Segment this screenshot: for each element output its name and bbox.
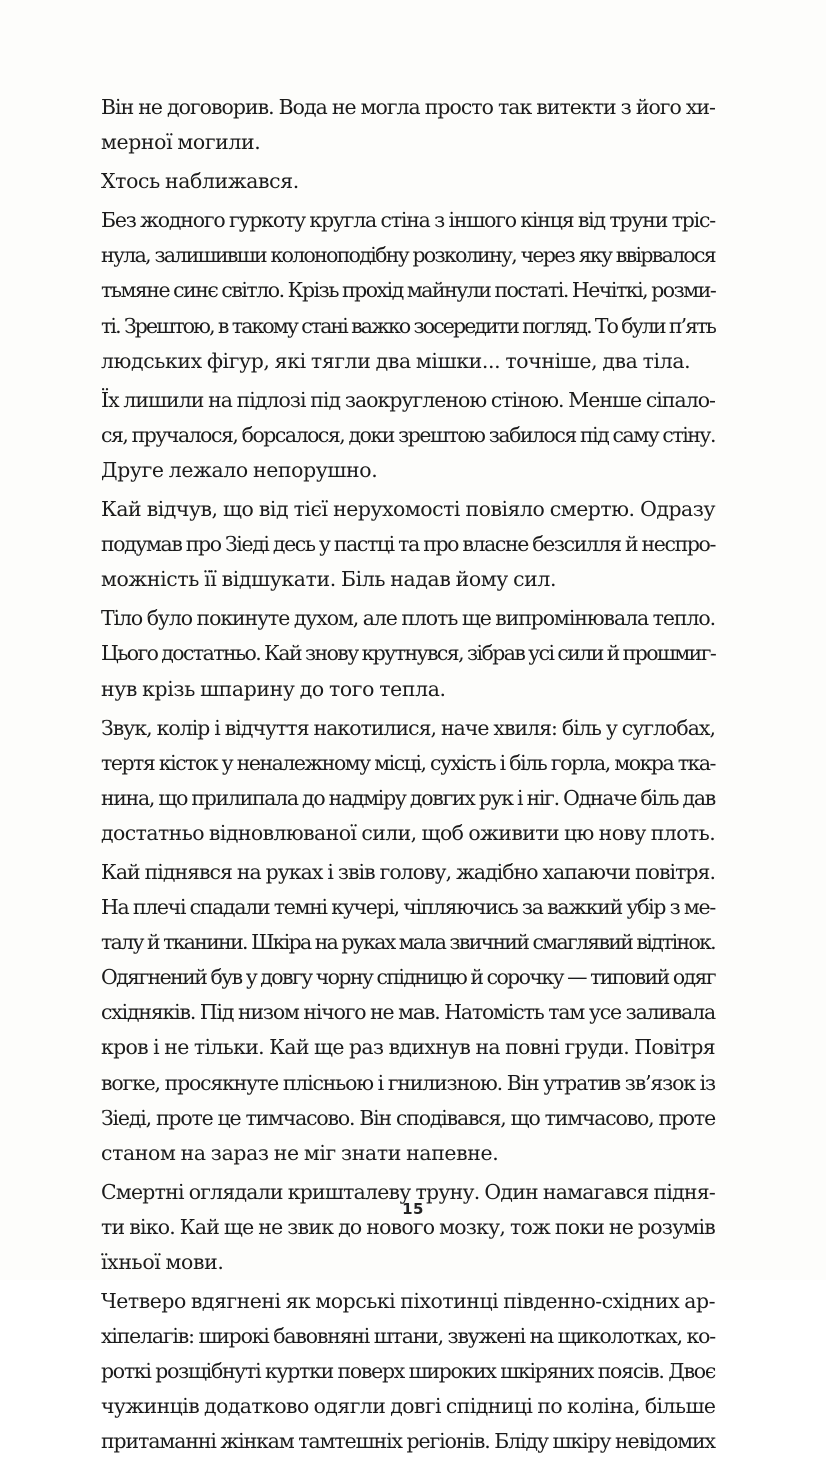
text-line: Зіеді, проте це тимчасово. Він сподівався, що тимчасово, проте <box>101 1105 715 1130</box>
paragraph <box>101 711 715 851</box>
text-line: Тіло було покинуте духом, але плоть ще випромінювала тепло. <box>101 606 715 631</box>
text-line: притаманні жінкам тамтешніх регіонів. Бліду шкіру невідомих <box>101 1429 715 1454</box>
paragraph <box>101 601 715 706</box>
text-line: ти віко. Кай ще не звик до нового мозку, тож поки не розумів <box>101 1214 715 1239</box>
text-line: чужинців додатково одягли довгі спідниці по коліна, більше <box>101 1394 716 1419</box>
text-line: нув крізь шпарину до того тепла. <box>101 676 446 701</box>
body-text <box>101 90 715 1464</box>
text-line: достатньо відновлюваної сили, щоб оживити цю нову плоть. <box>101 820 716 845</box>
text-line: Звук, колір і відчуття накотилися, наче хвиля: біль у суглобах, <box>101 715 715 740</box>
text-line: Кай відчув, що від тієї нерухомості повіяло смертю. Одразу <box>101 497 715 522</box>
text-line: кров і не тільки. Кай ще раз вдихнув на повні груди. Повітря <box>101 1035 715 1060</box>
text-line: тьмяне синє світло. Крізь прохід майнули постаті. Нечіткі, розми- <box>101 278 716 303</box>
text-line: східняків. Під низом нічого не мав. Натомість там усе заливала <box>101 1000 715 1025</box>
paragraph <box>101 1175 715 1280</box>
text-line: Без жодного гуркоту кругла стіна з іншого кінця від труни тріс- <box>101 208 715 233</box>
paragraph <box>101 855 715 1171</box>
text-line: ті. Зрештою, в такому стані важко зосередити погляд. То були п’ять <box>101 313 715 338</box>
text-line: нина, що прилипала до надміру довгих рук і ніг. Одначе біль дав <box>101 785 715 810</box>
paragraph <box>101 383 715 488</box>
text-line: Хтось наближався. <box>101 169 299 194</box>
text-line: Цього достатньо. Кай знову крутнувся, зібрав усі сили й прошмиг- <box>101 641 716 666</box>
text-line: Смертні оглядали кришталеву труну. Один намагався підня- <box>101 1179 715 1204</box>
text-line: Кай піднявся на руках і звів голову, жадібно хапаючи повітря. <box>101 859 715 884</box>
text-line: Одягнений був у довгу чорну спідницю й сорочку — типовий одяг <box>101 965 715 990</box>
text-line: станом на зараз не міг знати напевне. <box>101 1140 499 1165</box>
paragraph <box>101 164 715 199</box>
text-line: хіпелагів: широкі бавовняні штани, звужені на щиколотках, ко- <box>101 1324 715 1349</box>
text-line: їхньої мови. <box>101 1250 224 1274</box>
text-line: вогке, просякнуте плісньою і гнилизною. Він утратив зв’язок із <box>101 1070 715 1095</box>
text-line: Друге лежало непорушно. <box>101 457 378 482</box>
text-line: Він не договорив. Вода не могла просто так витекти з його хи- <box>101 95 715 119</box>
text-line: нула, залишивши колоноподібну розколину, через яку ввірвалося <box>101 243 715 268</box>
text-line: талу й тканини. Шкіра на руках мала звичний смаглявий відтінок. <box>101 930 715 955</box>
text-line: На плечі спадали темні кучері, чіпляючись за важкий убір з ме- <box>101 895 715 920</box>
page-number: 15 <box>402 1200 424 1218</box>
paragraph <box>101 1284 715 1459</box>
paragraph <box>101 492 715 597</box>
text-line: тертя кісток у неналежному місці, сухість і біль горла, мокра тка- <box>101 750 715 775</box>
text-line: роткі розщібнуті куртки поверх широких шкіряних поясів. Двоє <box>101 1359 715 1384</box>
text-line: людських фігур, які тягли два мішки... точніше, два тіла. <box>101 348 691 373</box>
text-line: Четверо вдягнені як морські піхотинці південно-східних ар- <box>101 1289 716 1314</box>
text-line: ся, пручалося, борсалося, доки зрештою забилося під саму стіну. <box>101 422 715 447</box>
text-line: Їх лишили на підлозі під заокругленою стіною. Менше сіпало- <box>101 387 715 412</box>
text-line: можність її відшукати. Біль надав йому сил. <box>101 567 557 592</box>
paragraph <box>101 203 715 378</box>
paragraph <box>101 90 715 160</box>
text-line: мерної могили. <box>101 130 261 155</box>
text-line: подумав про Зіеді десь у пастці та про власне безсилля й неспро- <box>101 532 715 557</box>
